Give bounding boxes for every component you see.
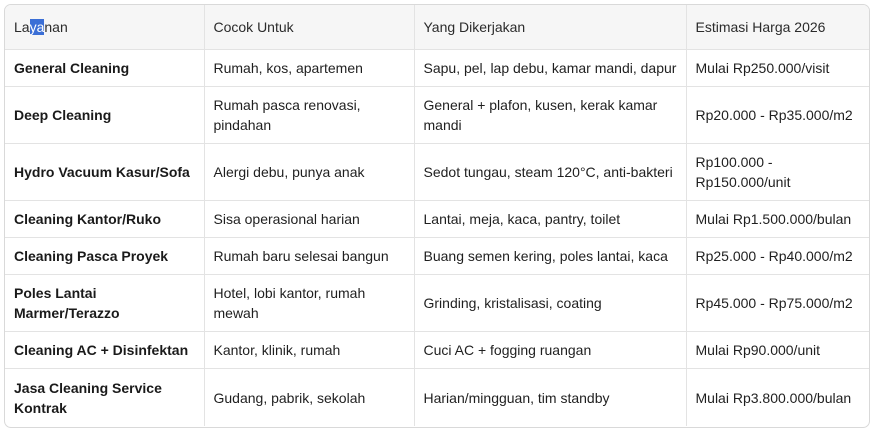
table-row [5,275,869,332]
cell-service: Poles Lantai Marmer/Terazzo [5,275,204,332]
table-row [5,87,869,144]
cell-price: Rp25.000 - Rp40.000/m2 [686,238,869,275]
cell-suitable: Hotel, lobi kantor, rumah mewah [204,275,414,332]
cell-price: Mulai Rp1.500.000/bulan [686,201,869,238]
table-header-row [5,5,869,50]
cell-price: Rp20.000 - Rp35.000/m2 [686,87,869,144]
table-row [5,369,869,427]
table-row [5,50,869,87]
cell-work: Lantai, meja, kaca, pantry, toilet [414,201,686,238]
cell-price: Rp45.000 - Rp75.000/m2 [686,275,869,332]
cell-service: Hydro Vacuum Kasur/Sofa [5,144,204,201]
cell-price: Rp100.000 - Rp150.000/unit [686,144,869,201]
cell-suitable: Rumah, kos, apartemen [204,50,414,87]
table-row [5,332,869,369]
header-cocok-untuk: Cocok Untuk [204,5,414,50]
cell-work: General + plafon, kusen, kerak kamar mandi [414,87,686,144]
cell-work: Sapu, pel, lap debu, kamar mandi, dapur [414,50,686,87]
pricing-table [5,5,869,426]
cell-suitable: Rumah pasca renovasi, pindahan [204,87,414,144]
cell-price: Mulai Rp90.000/unit [686,332,869,369]
header-yang-dikerjakan: Yang Dikerjakan [414,5,686,50]
cell-work: Grinding, kristalisasi, coating [414,275,686,332]
header-estimasi-harga: Estimasi Harga 2026 [686,5,869,50]
table-row [5,201,869,238]
cell-service: General Cleaning [5,50,204,87]
cell-suitable: Rumah baru selesai bangun [204,238,414,275]
cell-price: Mulai Rp3.800.000/bulan [695,389,852,406]
cell-work: Cuci AC + fogging ruangan [414,332,686,369]
table-row [5,144,869,201]
cell-service: Jasa Cleaning Service Kontrak [5,369,204,427]
cell-suitable: Kantor, klinik, rumah [204,332,414,369]
cell-service: Cleaning AC + Disinfektan [5,332,204,369]
cell-work: Sedot tungau, steam 120°C, anti-bakteri [414,144,686,201]
cell-service: Cleaning Pasca Proyek [5,238,204,275]
cell-service: Cleaning Kantor/Ruko [5,201,204,238]
cell-service: Deep Cleaning [5,87,204,144]
cell-suitable: Gudang, pabrik, sekolah [204,369,414,427]
cell-price: Mulai Rp250.000/visit [686,50,869,87]
cell-suitable: Sisa operasional harian [204,201,414,238]
header-layanan[interactable]: Layanan [5,5,204,50]
selected-text-highlight[interactable]: ya [29,19,45,35]
pricing-table-container [4,4,870,428]
cell-work: Buang semen kering, poles lantai, kaca [414,238,686,275]
cell-work: Harian/mingguan, tim standby [414,369,686,427]
cell-suitable: Alergi debu, punya anak [204,144,414,201]
table-row [5,238,869,275]
